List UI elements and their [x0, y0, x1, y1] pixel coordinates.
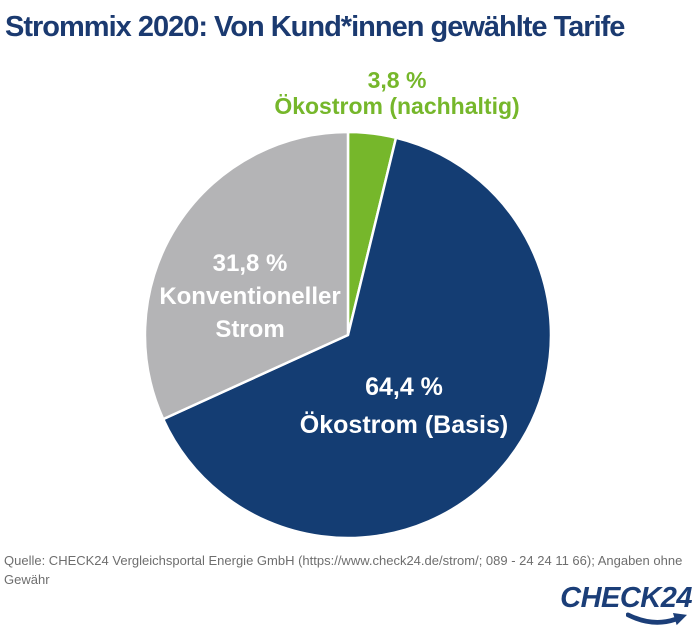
- slice-label-oekostrom-basis: [300, 368, 508, 444]
- check24-logo-arrow-icon: [626, 612, 688, 627]
- slice-value-oekostrom-basis: 64,4 %: [365, 373, 443, 401]
- slice-label-oekostrom-nachhaltig: [274, 67, 519, 119]
- slice-name-konventioneller-strom: Konventioneller Strom: [159, 283, 341, 343]
- source-note: Quelle: CHECK24 Vergleichsportal Energie GmbH (https://www.check24.de/strom/; 089 - 24 24 11 66); Angaben ohne Gewähr: [4, 553, 683, 587]
- slice-value-konventioneller-strom: 31,8 %: [212, 250, 288, 277]
- check24-logo: [560, 584, 692, 612]
- slice-name-oekostrom-basis: Ökostrom (Basis): [299, 411, 509, 439]
- slice-name-oekostrom-nachhaltig: Ökostrom (nachhaltig): [274, 93, 520, 119]
- slice-value-oekostrom-nachhaltig: 3,8 %: [367, 67, 427, 93]
- chart-title: Strommix 2020: Von Kund*innen gewählte Tarife: [5, 11, 625, 43]
- check24-logo-text: CHECK24: [560, 582, 692, 614]
- slice-label-konventioneller-strom: [145, 247, 355, 346]
